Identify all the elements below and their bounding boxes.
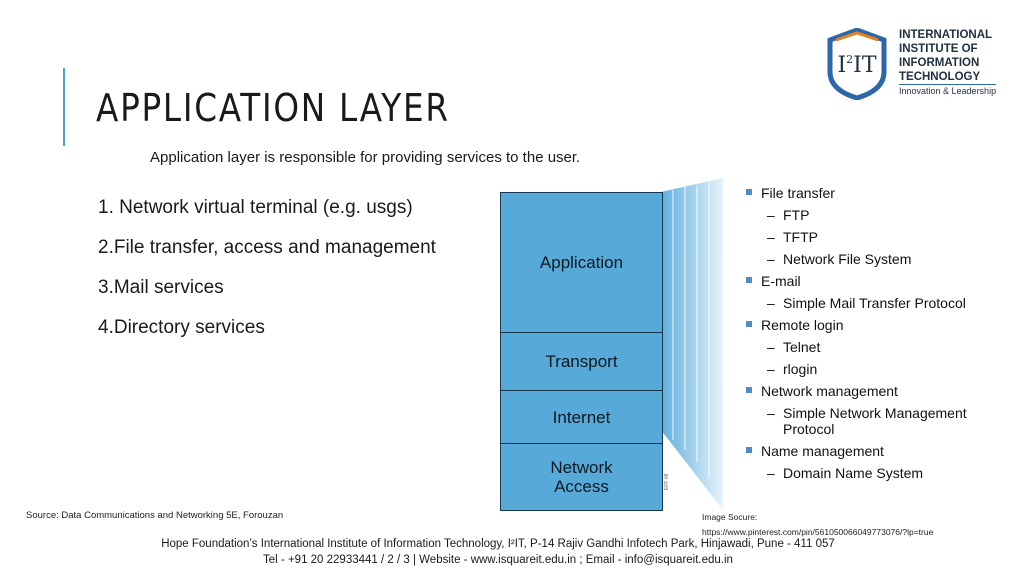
badge-letters: IT [853, 53, 877, 78]
source-credit: Source: Data Communications and Networking 5E, Forouzan [26, 510, 284, 521]
institute-name [899, 28, 992, 84]
protocol-item: – FTP [745, 207, 967, 223]
services-list [98, 196, 436, 356]
footer-address: Hope Foundation’s International Institute of Information Technology, I²IT, P-14 Rajiv Gandhi Infotech Park, Hinjawadi, Pune - 411 057 [161, 538, 835, 550]
i2it-badge-icon [826, 28, 888, 100]
layer-application: Application [501, 193, 662, 333]
service-item: 1. Network virtual terminal (e.g. usgs) [98, 197, 413, 218]
badge-superscript: 2 [846, 53, 854, 66]
protocol-item-line: Protocol [783, 421, 835, 437]
protocol-item: – Domain Name System [745, 465, 967, 481]
footer-contact: Tel - +91 20 22933441 / 2 / 3 | Website - www.isquareit.edu.in ; Email - info@isquareit.edu.in [263, 554, 733, 566]
slide-subtitle: Application layer is responsible for providing services to the user. [150, 149, 581, 166]
svg-text:I2IT [837, 53, 876, 78]
protocol-item: – TFTP [745, 229, 967, 245]
service-item: 2.File transfer, access and management [98, 237, 436, 258]
image-source-credit [702, 510, 933, 540]
title-accent-bar [63, 68, 65, 146]
figure-id: EFF #8 [664, 473, 670, 490]
protocol-item-line: – Simple Network Management [783, 405, 967, 421]
institute-logo [826, 28, 998, 102]
protocol-item: – Telnet [745, 339, 967, 355]
image-source-url[interactable]: https://www.pinterest.com/pin/561050066049773076/?lp=true [702, 527, 934, 537]
protocol-item: – rlogin [745, 361, 967, 377]
protocol-item [745, 405, 967, 437]
service-item: 3.Mail services [98, 277, 224, 298]
protocol-item: – Network File System [745, 251, 967, 267]
image-source-label: Image Socure: [702, 512, 758, 522]
protocol-category: Remote login [745, 317, 967, 333]
layer-network-access-line: Network [550, 458, 613, 477]
protocol-category: File transfer [745, 185, 967, 201]
layer-fan-graphic [661, 178, 727, 510]
badge-letter: I [837, 53, 847, 78]
protocol-item: – Simple Mail Transfer Protocol [745, 295, 967, 311]
service-item: 4.Directory services [98, 317, 265, 338]
protocol-category: Name management [745, 443, 967, 459]
layer-network-access-line: Access [554, 477, 609, 496]
protocol-category: Network management [745, 383, 967, 399]
layer-internet: Internet [501, 391, 662, 444]
institute-name-line: INFORMATION [899, 57, 980, 69]
institute-name-line: INSTITUTE OF [899, 43, 978, 55]
protocol-category: E-mail [745, 273, 967, 289]
layer-transport: Transport [501, 333, 662, 391]
institute-name-line: TECHNOLOGY [899, 71, 981, 83]
layer-network-access [501, 444, 662, 510]
institute-name-line: INTERNATIONAL [899, 29, 993, 41]
institute-tagline: Innovation & Leadership [899, 86, 997, 96]
slide-title: APPLICATION LAYER [96, 86, 450, 130]
protocol-list [745, 185, 967, 481]
protocol-stack-diagram [500, 192, 663, 511]
